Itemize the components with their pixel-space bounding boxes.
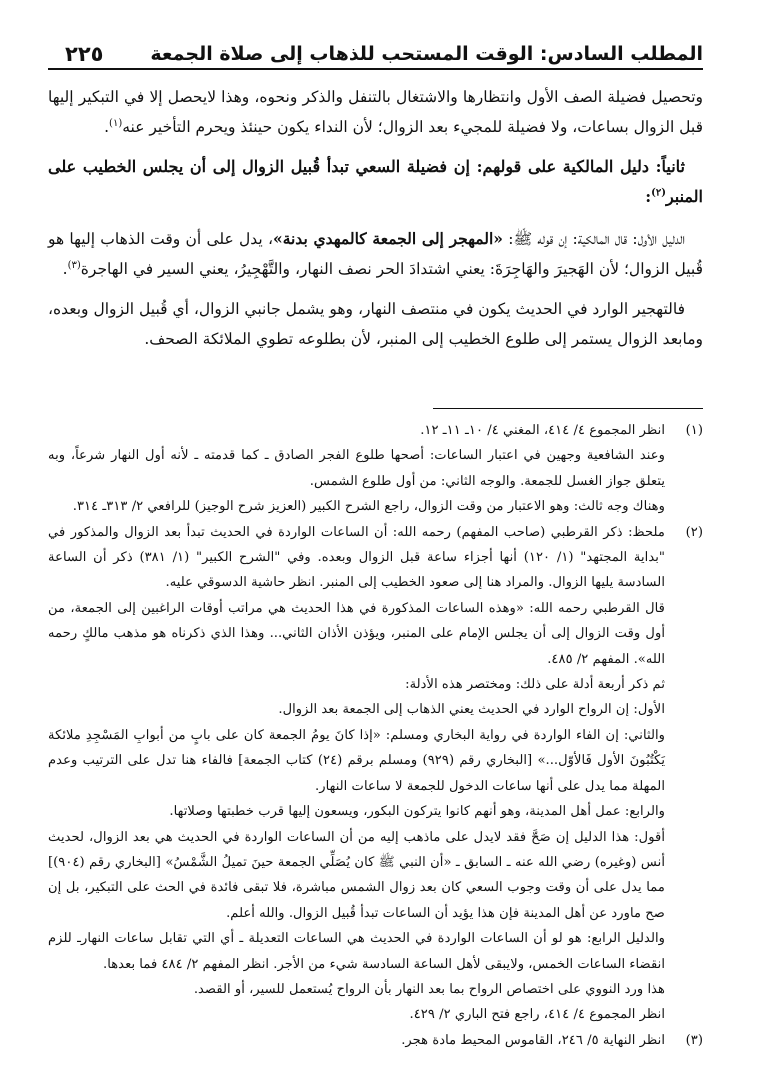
punctuation: . (62, 260, 68, 278)
footnote-line: والدليل الرابع: هو لو أن الساعات الواردة في الحديث هي الساعات التعديلة ـ أي التي تقابل ساعات النهارـ للزم انقضاء الساعات الخمس، ولايبقى لأهل الساعة السادسة شيء من الأجر. انظر المفهم ٢/ ٤٨٤ فما بعدها. (48, 931, 665, 972)
footnote-line: والرابع: عمل أهل المدينة، وهو أنهم كانوا يتركون البكور، ويسعون إليها قرب خطبتها وصلاتها. (169, 804, 665, 820)
footnote-line: قال القرطبي رحمه الله: «وهذه الساعات المذكورة في هذا الحديث هي مراتب أوقات الراغبين إلى الجمعة، من أول وقت الزوال إلى أن يجلس الإمام على المنبر، ويؤذن الأذان الثاني... وهذا الذي ذكرناه هو مذهب مالكٍ رحمه الله». المفهم ٢/ ٤٨٥. (48, 600, 665, 667)
paragraph-text: الدليل الأول: قال المالكية: إن قوله ﷺ: (502, 230, 686, 248)
footnote-3 (48, 1028, 703, 1053)
paragraph-text: ، يدل على أن وقت الذهاب إليها هو قُبيل الزوال؛ لأن الهَجيرَ والهَاجِرَةَ: يعني اشتدادَ الحر نصف النهار، والتَّهْجِيرُ، يعني السير في الهاجرة (48, 230, 703, 278)
footnote-line: ملحظ: ذكر القرطبي (صاحب المفهم) رحمه الله: أن الساعات الواردة في الحديث تبدأ بعد الزوال والمذكور في "بداية المجتهد" (١/ ١٢٠) أنها أجزاء ساعة قبل الزوال وبعده. وفي "الشرح الكبير" (١/ ٣٨١) ذكر أن الساعة السادسة يليها الزوال. والمراد هنا إلى صعود الخطيب إلى المنبر. انظر حاشية الدسوقي عليه. (48, 524, 665, 591)
footnote-line: انظر المجموع ٤/ ٤١٤، المغني ٤/ ١٠ـ ١١ـ ١٢. (420, 423, 665, 438)
header-divider (48, 68, 703, 70)
punctuation: : (645, 187, 652, 206)
heading-text: ثانياً: دليل المالكية على قولهم: إن فضيلة السعي تبدأ قُبيل الزوال إلى أن يجلس الخطيب على المنبر (48, 157, 703, 206)
footnotes (48, 418, 703, 1053)
footnote-body (48, 1028, 665, 1053)
footnote-line: هذا ورد النووي على اختصاص الرواح بما بعد النهار بأن الرواح يُستعمل للسير، أو القصد. (193, 981, 665, 997)
main-text (48, 82, 703, 354)
page-number: ٢٢٥ (65, 42, 104, 66)
paragraph-text: فالتهجير الوارد في الحديث يكون في منتصف النهار، وهو يشمل جانبي الزوال، أي قُبيل الزوال وبعده، ومابعد الزوال يستمر إلى طلوع الخطيب إلى المنبر، لأن بطلوعه تطوي الملائكة الصحف. (48, 300, 703, 348)
footnote-ref-2[interactable]: (٢) (651, 187, 666, 199)
section-heading (48, 152, 703, 212)
footnote-ref-1[interactable]: (١) (109, 117, 123, 129)
footnote-line: والثاني: إن الفاء الواردة في رواية البخاري ومسلم: «إذا كانَ يومُ الجمعة كان على بابٍ من أبوابِ المَسْجِدِ ملائكة يَكْتُبُونَ الأول فَالأوّل...» [البخاري رقم (٩٢٩) ومسلم برقم (٢٤) كتاب الجمعة] فالفاء هنا تدل على الترتيب وعدم المهلة مما يدل على أنها ساعات الدخول للجمعة لا ساعات النهار. (48, 727, 666, 794)
footnote-line: أقول: هذا الدليل إن صَحَّ فقد لايدل على ماذهب إليه من أن الساعات الواردة في الحديث هي بعد الزوال، لحديث أنس (وغيره) رضي الله عنه ـ السابق ـ «أن النبي ﷺ كان يُصَلِّي الجمعة حينَ تميلُ الشَّمْسُ» [البخاري رقم (٩٠٤)] مما يدل على أن وقت وجوب السعي كان بعد زوال الشمس مباشرة، فلا تبقى فائدة في الحث على التبكير، بل إن صح ماورد عن أهل المدينة فإن هذا يؤيد أن الساعات تبدأ قُبيل الزوال. والله أعلم. (48, 829, 665, 921)
footnote-line: انظر المجموع ٤/ ٤١٤، راجع فتح الباري ٢/ ٤٢٩. (409, 1007, 665, 1023)
footnote-line: وهناك وجه ثالث: وهو الاعتبار من وقت الزوال، راجع الشرح الكبير (العزيز شرح الوجيز) للرافعي ٢/ ٣١٣ـ ٣١٤. (72, 499, 665, 515)
footnote-line: انظر النهاية ٥/ ٢٤٦، القاموس المحيط مادة هجر. (401, 1032, 665, 1048)
paragraph (48, 294, 703, 354)
punctuation: . (104, 118, 110, 136)
footnote-line: الأول: إن الرواح الوارد في الحديث يعني الذهاب إلى الجمعة بعد الزوال. (278, 702, 665, 718)
footnote-ref-3[interactable]: (٣) (67, 259, 81, 271)
chapter-title: المطلب السادس: الوقت المستحب للذهاب إلى صلاة الجمعة (150, 43, 703, 65)
footnote-number: (٢) (685, 524, 703, 540)
running-header (65, 30, 703, 66)
footnote-body (48, 418, 665, 520)
footnote-number: (١) (685, 423, 703, 438)
footnote-line: وعند الشافعية وجهين في اعتبار الساعات: أصحها طلوع الفجر الصادق ـ كما قدمته ـ لأنه أول النهار شرعاً، وبه يتعلق جواز الغسل للجمعة. والوجه الثاني: من أول طلوع الشمس. (48, 448, 665, 489)
footnote-divider (433, 408, 703, 409)
footnote-1 (48, 418, 703, 520)
footnote-number: (٣) (685, 1032, 703, 1048)
footnote-2 (48, 520, 703, 1028)
footnote-line: ثم ذكر أربعة أدلة على ذلك: ومختصر هذه الأدلة: (405, 677, 665, 693)
footnote-body (48, 520, 665, 1028)
hadith-quote: «المهجر إلى الجمعة كالمهدي بدنة» (273, 229, 503, 248)
paragraph-text: وتحصيل فضيلة الصف الأول وانتظارها والاشتغال بالتنفل والذكر ونحوه، وهذا لايحصل إلا في التبكير إليها قبل الزوال بساعات، ولا فضيلة للمجيء بعد الزوال؛ لأن النداء يكون حينئذ ويحرم التأخير عنه (48, 88, 703, 136)
paragraph (48, 82, 703, 142)
paragraph (48, 224, 703, 284)
